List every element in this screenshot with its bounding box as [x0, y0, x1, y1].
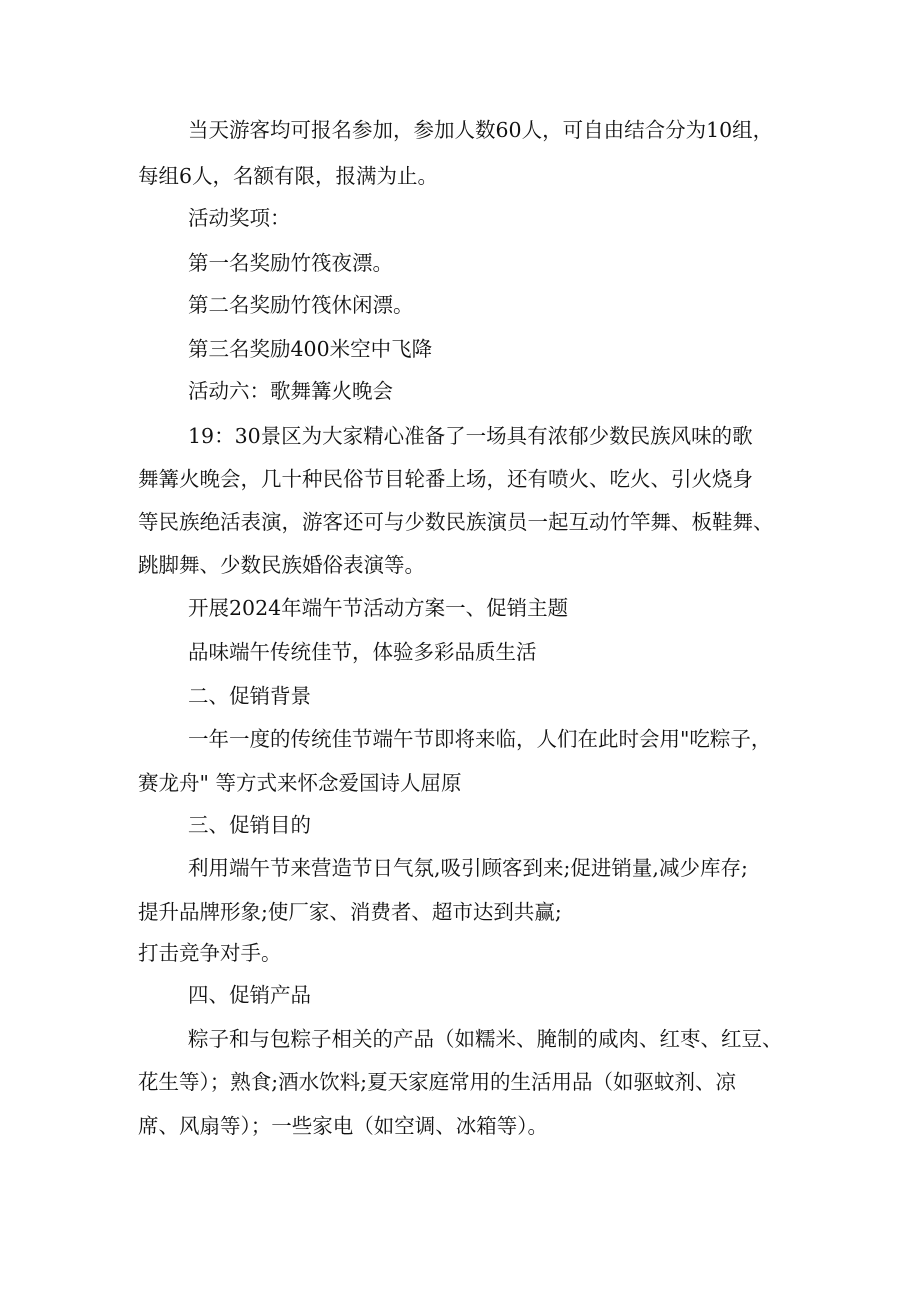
text-line: 二、促销背景 — [188, 684, 311, 708]
text-line: 四、促销产品 — [188, 983, 311, 1007]
text-line: 跳脚舞、少数民族婚俗表演等。 — [138, 553, 425, 577]
text-line: 席、风扇等）；一些家电（如空调、冰箱等）。 — [138, 1114, 548, 1138]
text-line: 提升品牌形象;使厂家、消费者、超市达到共赢; — [138, 900, 562, 924]
text-line: 第一名奖励竹筏夜漂。 — [188, 251, 393, 275]
text-line: 开展2024年端午节活动方案一、促销主题 — [188, 596, 569, 620]
text-line: 第三名奖励400米空中飞降 — [188, 337, 433, 361]
text-line: 第二名奖励竹筏休闲漂。 — [188, 293, 414, 317]
text-line: 打击竞争对手。 — [138, 941, 282, 965]
text-line: 粽子和与包粽子相关的产品（如糯米、腌制的咸肉、红枣、红豆、 — [188, 1027, 783, 1051]
text-line: 当天游客均可报名参加，参加人数60人，可自由结合分为10组， — [188, 118, 774, 142]
text-line: 每组6人，名额有限，报满为止。 — [138, 164, 439, 188]
text-line: 三、促销目的 — [188, 813, 311, 837]
text-line: 活动六：歌舞篝火晚会 — [188, 379, 393, 403]
text-line: 花生等）；熟食;酒水饮料;夏天家庭常用的生活用品（如驱蚊剂、凉 — [138, 1070, 737, 1094]
text-line: 活动奖项： — [188, 206, 291, 230]
text-line: 一年一度的传统佳节端午节即将来临，人们在此时会用"吃粽子， — [188, 727, 772, 751]
text-line: 19：30景区为大家精心准备了一场具有浓郁少数民族风味的歌 — [188, 424, 753, 448]
text-line: 赛龙舟" 等方式来怀念爱国诗人屈原 — [138, 771, 462, 795]
text-line: 利用端午节来营造节日气氛,吸引顾客到来;促进销量,减少库存; — [188, 856, 748, 880]
text-line: 舞篝火晚会，几十种民俗节目轮番上场，还有喷火、吃火、引火烧身 — [138, 467, 753, 491]
text-line: 品味端午传统佳节，体验多彩品质生活 — [188, 640, 537, 664]
text-line: 等民族绝活表演，游客还可与少数民族演员一起互动竹竿舞、板鞋舞、 — [138, 510, 774, 534]
